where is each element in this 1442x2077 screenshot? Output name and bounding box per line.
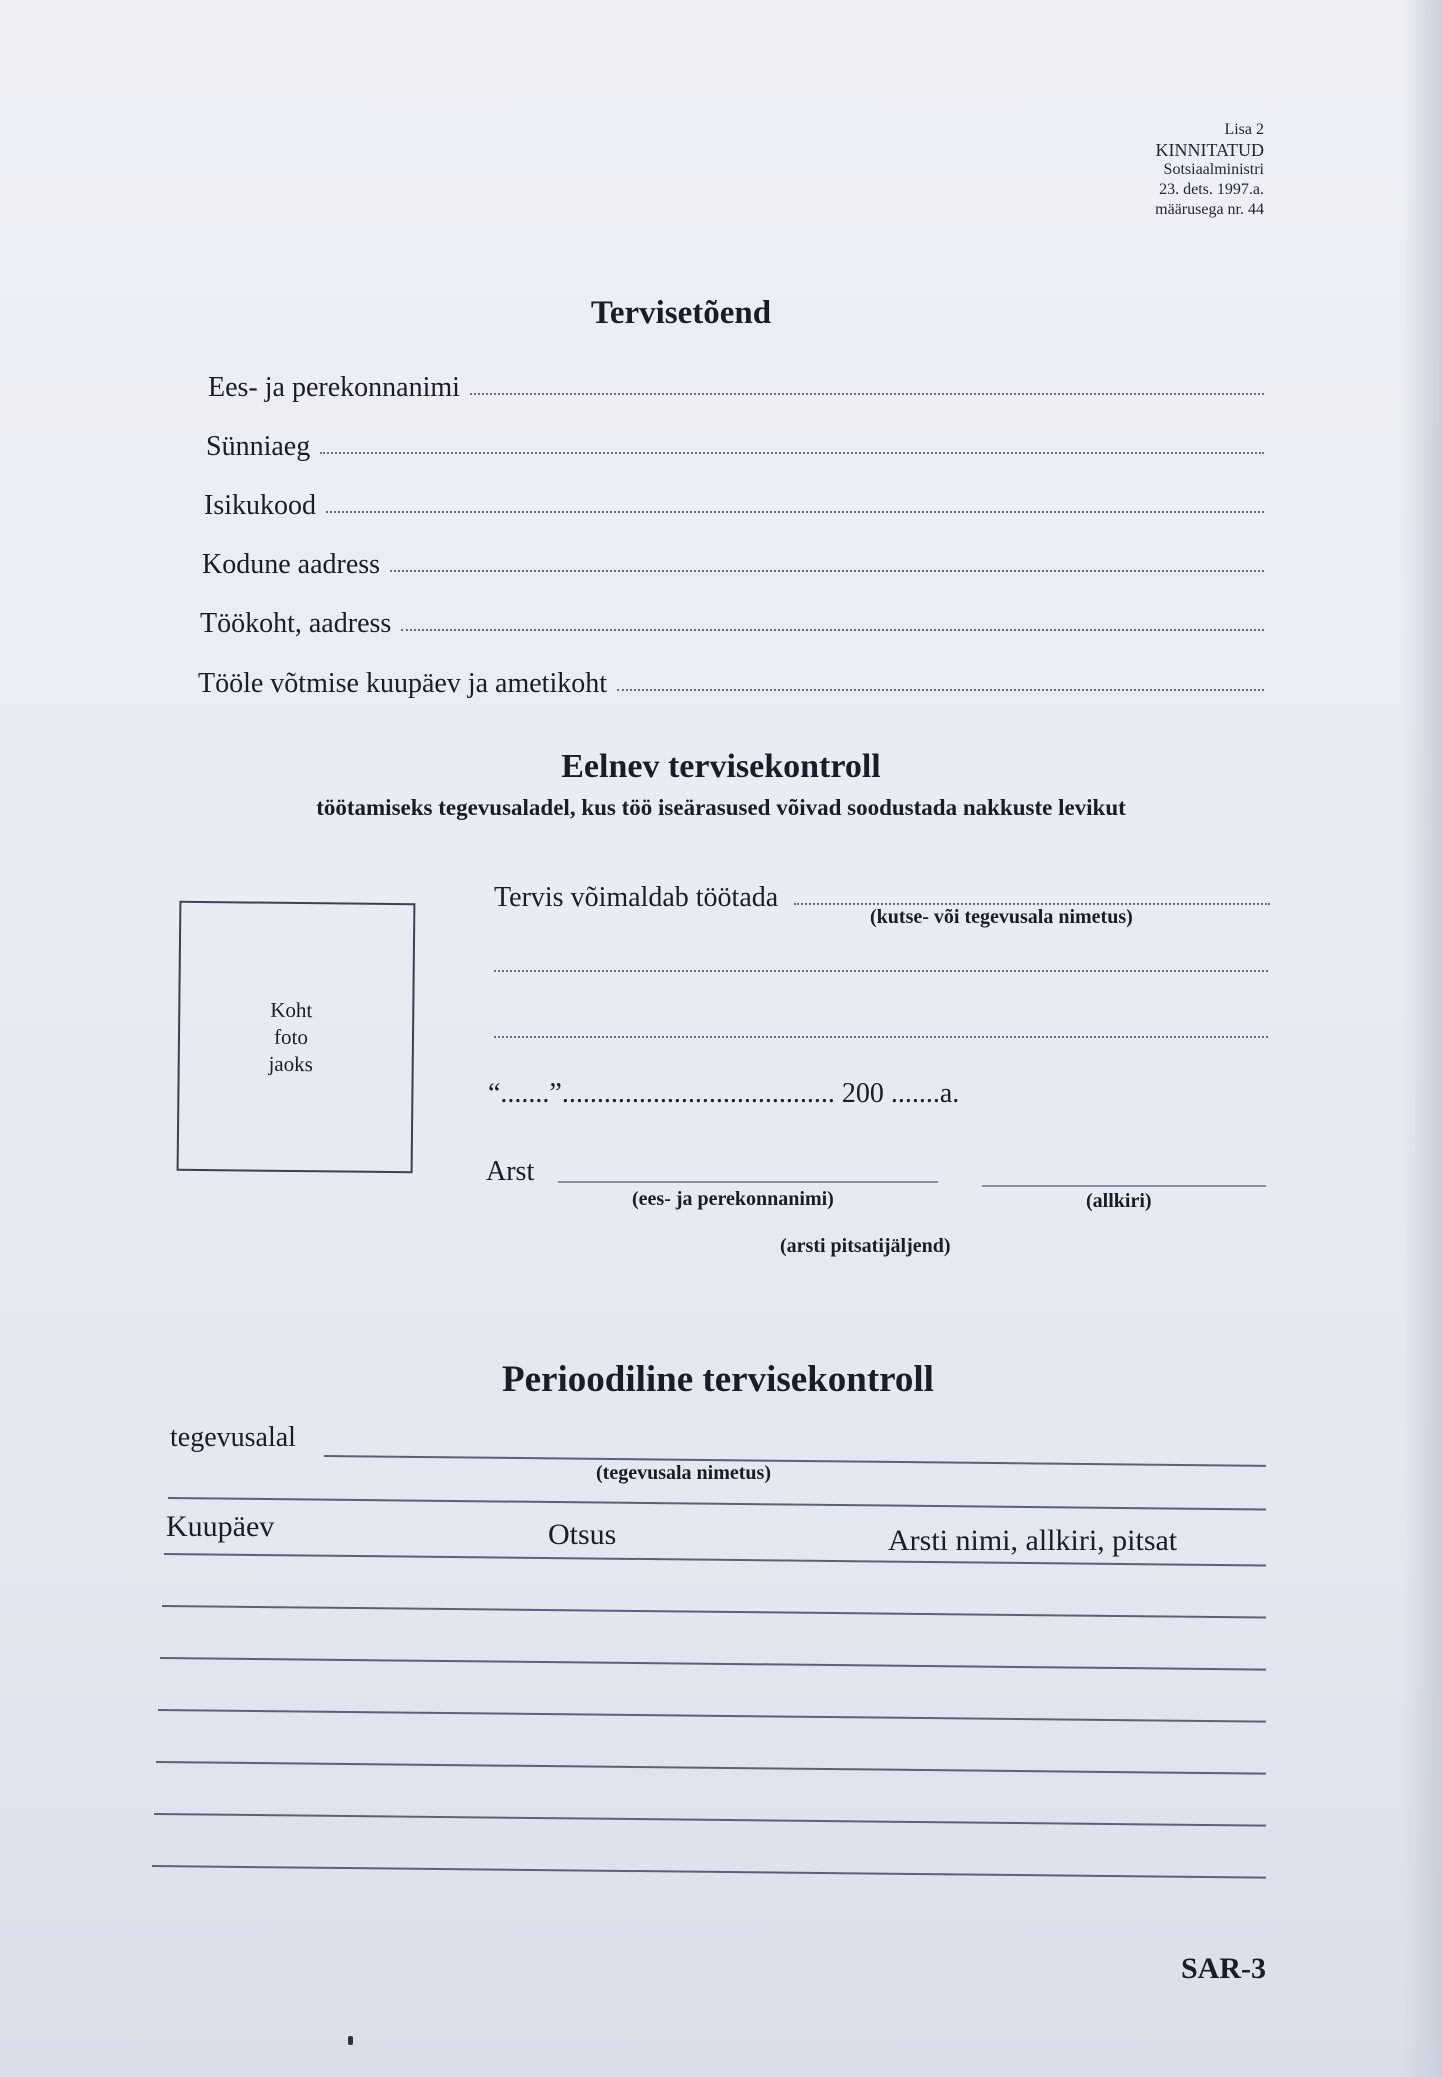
occupation-extra-line[interactable] xyxy=(494,1036,1268,1038)
table-row-line[interactable] xyxy=(154,1813,1266,1827)
periodic-field-second-line[interactable] xyxy=(168,1497,1266,1510)
birth-date-fill-line[interactable] xyxy=(320,451,1264,454)
approval-line: Sotsiaalministri xyxy=(1163,161,1264,178)
table-row-line[interactable] xyxy=(158,1709,1266,1723)
workplace-field[interactable] xyxy=(200,608,1264,640)
approval-line: 23. dets. 1997.a. xyxy=(1159,181,1264,198)
approval-line: määrusega nr. 44 xyxy=(1155,201,1264,218)
table-row-line[interactable] xyxy=(152,1865,1266,1879)
id-code-label: Isikukood xyxy=(204,490,316,521)
name-label: Ees- ja perekonnanimi xyxy=(208,372,460,403)
preliminary-subtitle: töötamiseks tegevusaladel, kus töö iseärasused võivad soodustada nakkuste levikut xyxy=(316,795,1126,820)
occupation-extra-line[interactable] xyxy=(494,970,1268,972)
approval-note xyxy=(1155,120,1264,220)
occupation-caption: (kutse- või tegevusala nimetus) xyxy=(870,906,1133,928)
id-code-fill-line[interactable] xyxy=(326,510,1264,513)
workplace-fill-line[interactable] xyxy=(401,628,1264,631)
photo-placeholder-text: Koht foto jaoks xyxy=(268,997,314,1076)
preliminary-title: Eelnev tervisekontroll xyxy=(561,748,881,785)
date-line[interactable]: “.......”....................................... 200 .......a. xyxy=(488,1078,960,1109)
periodic-field-label: tegevusalal xyxy=(170,1422,296,1453)
paper-speck xyxy=(348,2036,353,2045)
column-header-doctor: Arsti nimi, allkiri, pitsat xyxy=(888,1524,1178,1557)
doctor-name-caption: (ees- ja perekonnanimi) xyxy=(632,1188,834,1210)
document-title: Tervisetõend xyxy=(590,295,772,331)
hire-date-position-field[interactable] xyxy=(198,668,1264,700)
name-field[interactable] xyxy=(208,372,1264,404)
birth-date-label: Sünniaeg xyxy=(206,431,311,462)
workplace-label: Töökoht, aadress xyxy=(200,608,392,639)
page-edge-shadow xyxy=(1402,0,1442,2077)
occupation-fill-line[interactable] xyxy=(794,902,1270,905)
table-row-line[interactable] xyxy=(160,1657,1266,1671)
table-row-line[interactable] xyxy=(156,1761,1266,1775)
birth-date-field[interactable] xyxy=(206,431,1264,463)
name-fill-line[interactable] xyxy=(470,392,1264,395)
approval-line: Lisa 2 xyxy=(1224,121,1264,138)
signature-caption: (allkiri) xyxy=(1086,1190,1152,1212)
home-address-fill-line[interactable] xyxy=(390,569,1264,572)
approval-line: KINNITATUD xyxy=(1155,140,1264,160)
hire-date-position-label: Tööle võtmise kuupäev ja ametikoht xyxy=(198,668,608,699)
stamp-caption: (arsti pitsatijäljend) xyxy=(780,1235,951,1257)
id-code-field[interactable] xyxy=(204,490,1264,522)
column-header-date: Kuupäev xyxy=(166,1510,275,1543)
table-row-line[interactable] xyxy=(162,1605,1266,1619)
hire-date-position-fill-line[interactable] xyxy=(617,688,1264,691)
home-address-field[interactable] xyxy=(202,549,1264,581)
doctor-signature-line[interactable] xyxy=(982,1185,1266,1187)
photo-placeholder xyxy=(177,901,416,1173)
health-allows-label: Tervis võimaldab töötada xyxy=(494,882,779,913)
form-code: SAR-3 xyxy=(1180,1952,1266,1985)
home-address-label: Kodune aadress xyxy=(202,549,381,580)
column-header-decision: Otsus xyxy=(548,1518,617,1551)
periodic-field-line[interactable] xyxy=(324,1455,1266,1467)
periodic-title: Perioodiline tervisekontroll xyxy=(502,1359,934,1400)
periodic-field-caption: (tegevusala nimetus) xyxy=(596,1462,771,1484)
doctor-name-line[interactable] xyxy=(558,1181,938,1183)
doctor-label: Arst xyxy=(486,1156,535,1187)
